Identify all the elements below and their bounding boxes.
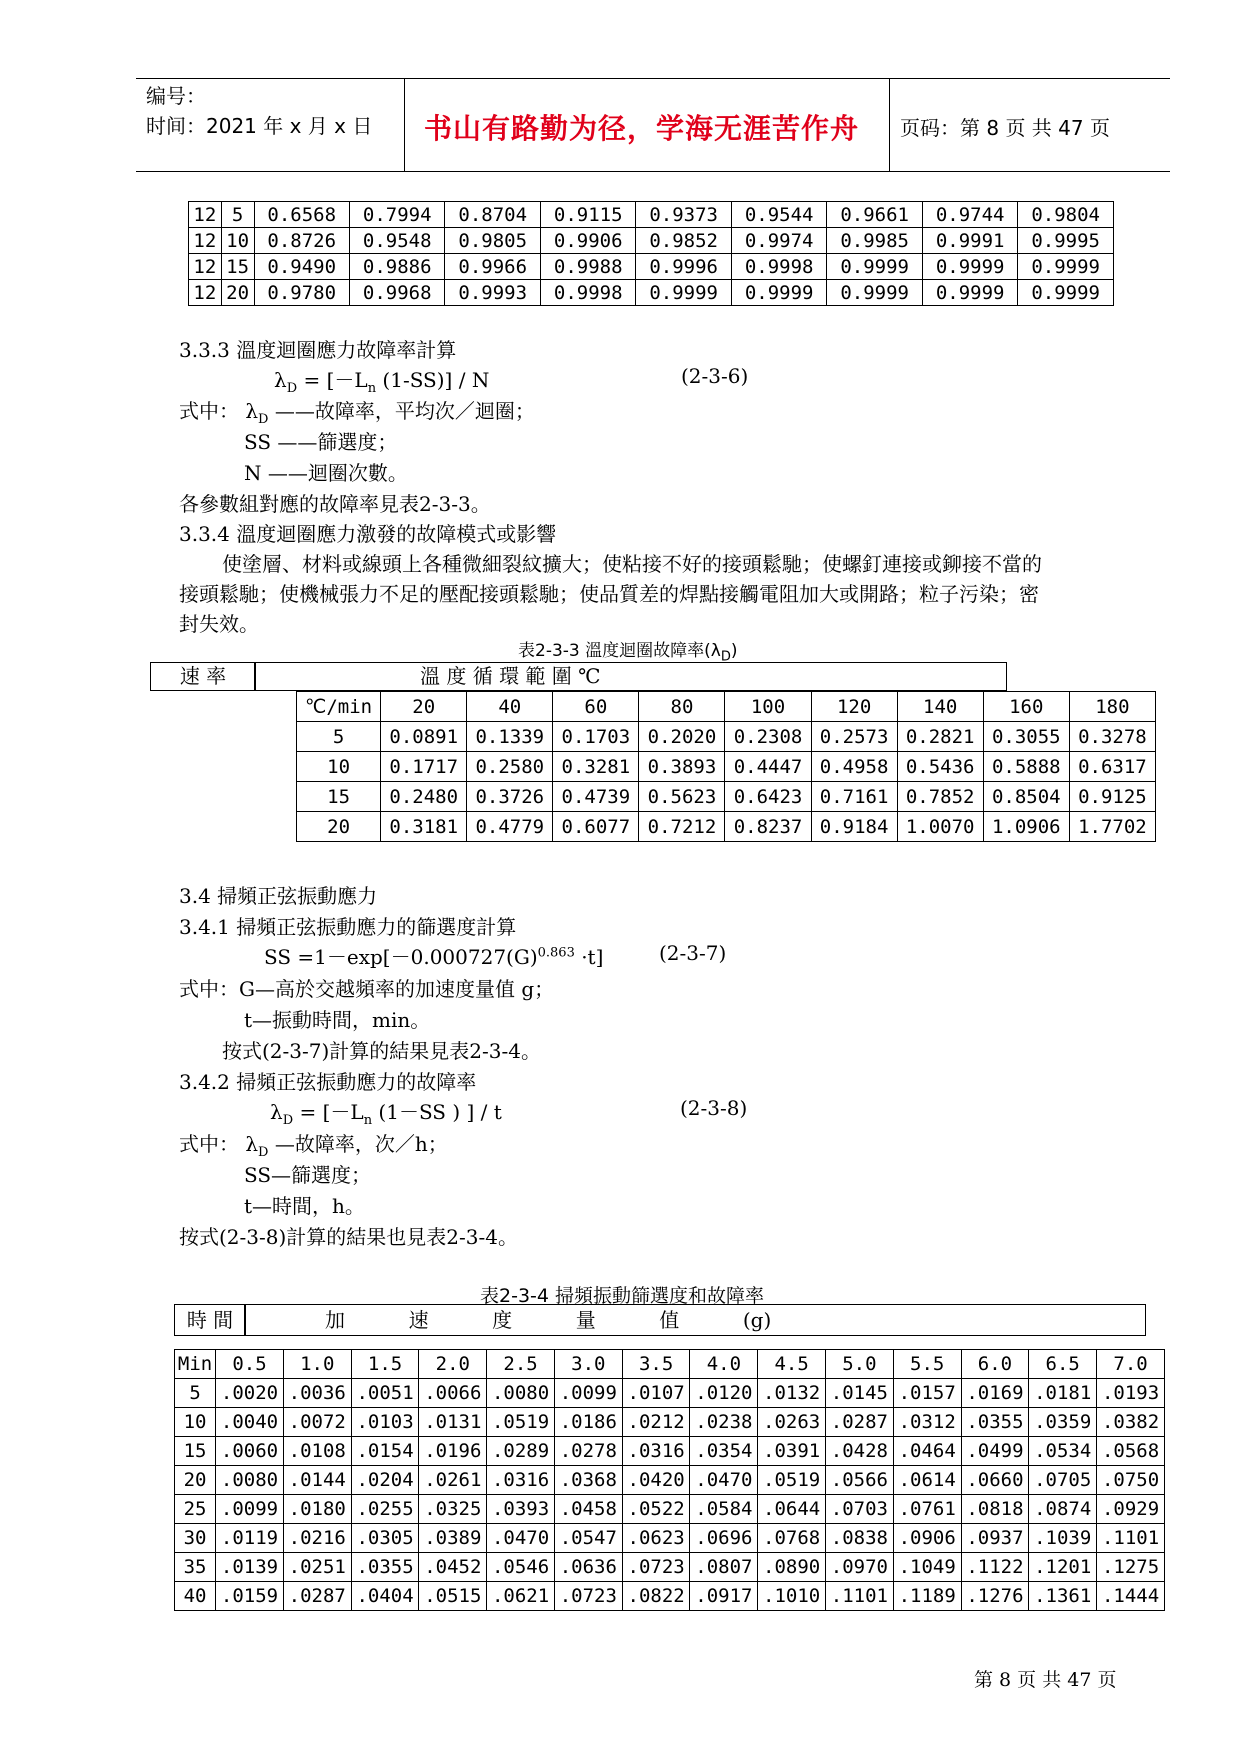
table-cell: .0723: [622, 1553, 690, 1582]
table-cell: .0263: [758, 1408, 826, 1437]
table-cell: .0566: [826, 1466, 894, 1495]
table-cell: 0.9968: [349, 280, 444, 306]
table-cell: 0.2480: [381, 782, 467, 812]
table-cell: 20: [175, 1466, 216, 1495]
table-cell: .0072: [283, 1408, 351, 1437]
table-cell: 140: [897, 692, 983, 722]
table-cell: 0.9966: [445, 254, 540, 280]
table-cell: 2.0: [419, 1350, 487, 1379]
table-cell: 0.9999: [636, 280, 731, 306]
table-cell: .0644: [758, 1495, 826, 1524]
table-cell: 25: [175, 1495, 216, 1524]
table-cell: 10: [175, 1408, 216, 1437]
table-cell: .0355: [351, 1553, 419, 1582]
table-cell: 60: [553, 692, 639, 722]
table-cell: .0316: [622, 1437, 690, 1466]
table-cell: .0305: [351, 1524, 419, 1553]
where-lambda-d: 式中： $\lambda_D$ ——故障率，平均次／迴圈；: [179, 399, 535, 427]
table-cell: .0404: [351, 1582, 419, 1611]
table-cell: .0186: [554, 1408, 622, 1437]
formula-2-3-6: $\lambda_D = [-L_n$ (1-SS)] / N: [274, 368, 490, 396]
table-cell: 0.5623: [639, 782, 725, 812]
table-row: [297, 752, 1156, 782]
table-cell: 0.9780: [254, 280, 349, 306]
table-cell: .1049: [893, 1553, 961, 1582]
table-cell: .1010: [758, 1582, 826, 1611]
table-cell: ℃/min: [297, 692, 381, 722]
table-cell: .0107: [622, 1379, 690, 1408]
table-cell: 0.1717: [381, 752, 467, 782]
table-cell: .0546: [487, 1553, 555, 1582]
table-cell: .1101: [826, 1582, 894, 1611]
table-cell: .0216: [283, 1524, 351, 1553]
temperature-cycle-failure-rate-table: [296, 691, 1156, 842]
acceleration-header-cell: [244, 1304, 1146, 1336]
table-cell: .0316: [487, 1466, 555, 1495]
table-cell: 0.9999: [922, 280, 1017, 306]
table-cell: .0287: [826, 1408, 894, 1437]
table-cell: 7.0: [1097, 1350, 1165, 1379]
table-cell: .0391: [758, 1437, 826, 1466]
table-cell: .0621: [487, 1582, 555, 1611]
table-cell: .0312: [893, 1408, 961, 1437]
table-cell: 5: [221, 202, 254, 228]
sweep-vibration-screening-table: [174, 1349, 1165, 1611]
table-row: [175, 1553, 1165, 1582]
table-cell: 12: [189, 254, 222, 280]
table-cell: 180: [1069, 692, 1155, 722]
table-cell: .0145: [826, 1379, 894, 1408]
table-2-3-3-caption: 表2-3-3 溫度迴圈故障率$(\lambda_D)$: [518, 641, 738, 665]
acceleration-label: 加 速 度 量 值 (g): [325, 1308, 772, 1332]
table-cell: 1.7702: [1069, 812, 1155, 842]
table-cell: 4.0: [690, 1350, 758, 1379]
table-cell: 0.4447: [725, 752, 811, 782]
table-row: [297, 782, 1156, 812]
table-cell: 12: [189, 228, 222, 254]
table-cell: 0.9744: [922, 202, 1017, 228]
table-cell: .0278: [554, 1437, 622, 1466]
table-cell: 10: [297, 752, 381, 782]
where-ss: SS ——篩選度；: [244, 430, 398, 454]
table-cell: .0470: [690, 1466, 758, 1495]
table-cell: 4.5: [758, 1350, 826, 1379]
table-cell: .0080: [487, 1379, 555, 1408]
table-cell: 0.6077: [553, 812, 639, 842]
table-cell: .0519: [487, 1408, 555, 1437]
table-cell: 0.9373: [636, 202, 731, 228]
table-cell: 0.8726: [254, 228, 349, 254]
table-cell: 0.2573: [811, 722, 897, 752]
table-cell: .0458: [554, 1495, 622, 1524]
table-cell: .0890: [758, 1553, 826, 1582]
table-cell: .0818: [961, 1495, 1029, 1524]
table-cell: 12: [189, 202, 222, 228]
table-cell: 0.8504: [983, 782, 1069, 812]
table-cell: 120: [811, 692, 897, 722]
table-cell: .0519: [758, 1466, 826, 1495]
table-cell: 80: [639, 692, 725, 722]
table-cell: .0703: [826, 1495, 894, 1524]
table-cell: 0.3181: [381, 812, 467, 842]
table-cell: .0705: [1029, 1466, 1097, 1495]
table-cell: .0289: [487, 1437, 555, 1466]
table-2-3-4-caption: 表2-3-4 掃頻振動篩選度和故障率: [480, 1285, 765, 1307]
table-cell: 0.9993: [445, 280, 540, 306]
table-row: [175, 1582, 1165, 1611]
rate-header-cell: [150, 662, 256, 691]
table-cell: .0970: [826, 1553, 894, 1582]
table-cell: 0.9886: [349, 254, 444, 280]
table-cell: 0.9999: [1018, 280, 1114, 306]
formula-2-3-7-number: (2-3-7): [659, 941, 727, 965]
time-label: 時 間: [186, 1308, 234, 1332]
table-row: [175, 1379, 1165, 1408]
table-cell: .0261: [419, 1466, 487, 1495]
page-footer: 第 8 页 共 47 页: [974, 1669, 1117, 1691]
table-cell: .0108: [283, 1437, 351, 1466]
table-cell: .0660: [961, 1466, 1029, 1495]
paragraph-line-2: 接頭鬆馳；使機械張力不足的壓配接頭鬆馳；使品質差的焊點接觸電阻加大或開路；粒子污染；密: [179, 582, 1039, 606]
table-cell: 0.7212: [639, 812, 725, 842]
table-cell: 0.5436: [897, 752, 983, 782]
formula-2-3-8-number: (2-3-8): [680, 1096, 748, 1120]
table-cell: .0119: [216, 1524, 284, 1553]
table-cell: 0.2020: [639, 722, 725, 752]
table-cell: 0.6568: [254, 202, 349, 228]
table-cell: .0534: [1029, 1437, 1097, 1466]
where-t-min: t—振動時間，min。: [244, 1008, 431, 1032]
table-cell: 0.7994: [349, 202, 444, 228]
table-cell: 15: [221, 254, 254, 280]
table-cell: .0838: [826, 1524, 894, 1553]
section-334-heading: 3.3.4 溫度迴圈應力激發的故障模式或影響: [179, 522, 557, 546]
table-cell: .1101: [1097, 1524, 1165, 1553]
table-cell: .0696: [690, 1524, 758, 1553]
table-cell: .0251: [283, 1553, 351, 1582]
table-row: [175, 1408, 1165, 1437]
table-cell: .0131: [419, 1408, 487, 1437]
table-cell: .0120: [690, 1379, 758, 1408]
where-g: 式中：G—高於交越頻率的加速度量值 g；: [179, 977, 555, 1001]
table-reference-2-3-3: 各參數組對應的故障率見表2-3-3。: [179, 492, 491, 516]
table-cell: .0099: [216, 1495, 284, 1524]
table-cell: 35: [175, 1553, 216, 1582]
table-cell: 1.0070: [897, 812, 983, 842]
table-cell: .0822: [622, 1582, 690, 1611]
header-top-rule: [136, 78, 1170, 79]
table-cell: .0354: [690, 1437, 758, 1466]
paragraph-line-3: 封失效。: [179, 612, 259, 636]
table-row: [189, 228, 1114, 254]
table-cell: 0.9999: [827, 280, 922, 306]
table-cell: .0906: [893, 1524, 961, 1553]
table-cell: .1275: [1097, 1553, 1165, 1582]
table-cell: .0196: [419, 1437, 487, 1466]
table-cell: 0.5888: [983, 752, 1069, 782]
table-cell: 0.4779: [467, 812, 553, 842]
table-cell: .0159: [216, 1582, 284, 1611]
table-cell: 5: [297, 722, 381, 752]
table-cell: .0368: [554, 1466, 622, 1495]
table-cell: 1.0: [283, 1350, 351, 1379]
table-header-row: [175, 1350, 1165, 1379]
table-cell: 0.2580: [467, 752, 553, 782]
table-cell: 160: [983, 692, 1069, 722]
table-cell: 2.5: [487, 1350, 555, 1379]
table-cell: 0.9988: [540, 254, 635, 280]
table-cell: 0.9999: [827, 254, 922, 280]
where-t-h: t—時間，h。: [244, 1194, 365, 1218]
table-cell: .0238: [690, 1408, 758, 1437]
table-cell: 20: [381, 692, 467, 722]
table-cell: 0.4739: [553, 782, 639, 812]
table-cell: .0636: [554, 1553, 622, 1582]
table-cell: 12: [189, 280, 222, 306]
table-cell: .0287: [283, 1582, 351, 1611]
page-info: 页码：第 8 页 共 47 页: [900, 116, 1110, 140]
table-row: [297, 722, 1156, 752]
table-cell: .0255: [351, 1495, 419, 1524]
header-bottom-rule: [136, 171, 1170, 172]
table-cell: .0723: [554, 1582, 622, 1611]
motto-title: 书山有路勤为径，学海无涯苦作舟: [424, 112, 860, 145]
table-cell: 0.9996: [636, 254, 731, 280]
table-cell: 0.9115: [540, 202, 635, 228]
time-header-cell: [174, 1304, 246, 1336]
section-342-heading: 3.4.2 掃頻正弦振動應力的故障率: [179, 1070, 477, 1094]
table-cell: .0020: [216, 1379, 284, 1408]
table-cell: .0355: [961, 1408, 1029, 1437]
table-cell: 15: [297, 782, 381, 812]
table-cell: 0.9184: [811, 812, 897, 842]
table-cell: .0169: [961, 1379, 1029, 1408]
table-cell: 5.0: [826, 1350, 894, 1379]
table-cell: .0157: [893, 1379, 961, 1408]
table-cell: .0623: [622, 1524, 690, 1553]
table-cell: .0204: [351, 1466, 419, 1495]
table-cell: 0.9548: [349, 228, 444, 254]
table-cell: 0.2821: [897, 722, 983, 752]
table-cell: 0.9805: [445, 228, 540, 254]
table-cell: .0547: [554, 1524, 622, 1553]
table-cell: .1276: [961, 1582, 1029, 1611]
table-cell: 100: [725, 692, 811, 722]
table-cell: 0.3278: [1069, 722, 1155, 752]
table-row: [189, 202, 1114, 228]
table-row: [189, 254, 1114, 280]
table-cell: .0420: [622, 1466, 690, 1495]
table-cell: 6.5: [1029, 1350, 1097, 1379]
table-cell: .0193: [1097, 1379, 1165, 1408]
table-cell: .0325: [419, 1495, 487, 1524]
table-cell: 5.5: [893, 1350, 961, 1379]
table-cell: .0359: [1029, 1408, 1097, 1437]
table-cell: 0.9998: [731, 254, 826, 280]
table-cell: .0181: [1029, 1379, 1097, 1408]
table-cell: .1122: [961, 1553, 1029, 1582]
table-cell: .0382: [1097, 1408, 1165, 1437]
table-cell: 0.9985: [827, 228, 922, 254]
table-cell: 0.6423: [725, 782, 811, 812]
table-cell: Min: [175, 1350, 216, 1379]
table-cell: .1189: [893, 1582, 961, 1611]
table-cell: 0.3893: [639, 752, 725, 782]
table-cell: .0066: [419, 1379, 487, 1408]
table-cell: 0.9999: [731, 280, 826, 306]
table-cell: 0.7852: [897, 782, 983, 812]
formula-2-3-8: $\lambda_D = [-L_n$ (1－SS ) ] / t: [270, 1100, 502, 1128]
table-cell: 40: [467, 692, 553, 722]
table-cell: 1.5: [351, 1350, 419, 1379]
screening-table-continued: [188, 201, 1114, 306]
table-cell: 0.9661: [827, 202, 922, 228]
table-cell: 0.9991: [922, 228, 1017, 254]
table-cell: 0.2308: [725, 722, 811, 752]
table-cell: .0470: [487, 1524, 555, 1553]
table-cell: 15: [175, 1437, 216, 1466]
table-cell: .0750: [1097, 1466, 1165, 1495]
table-cell: .0452: [419, 1553, 487, 1582]
table-cell: 0.9906: [540, 228, 635, 254]
table-cell: .0937: [961, 1524, 1029, 1553]
where-n: N ——迴圈次數。: [244, 461, 408, 485]
table-cell: .0393: [487, 1495, 555, 1524]
table-cell: 0.4958: [811, 752, 897, 782]
table-cell: .0139: [216, 1553, 284, 1582]
table-cell: .0515: [419, 1582, 487, 1611]
formula-2-3-6-number: (2-3-6): [681, 364, 749, 388]
table-cell: .1361: [1029, 1582, 1097, 1611]
table-cell: .0929: [1097, 1495, 1165, 1524]
table-cell: .0874: [1029, 1495, 1097, 1524]
table-cell: .0568: [1097, 1437, 1165, 1466]
table-cell: .0761: [893, 1495, 961, 1524]
table-cell: 0.1703: [553, 722, 639, 752]
table-cell: .0389: [419, 1524, 487, 1553]
serial-label: 编号：: [146, 84, 206, 108]
table-row: [175, 1466, 1165, 1495]
table-cell: 0.9804: [1018, 202, 1114, 228]
table-cell: 0.9999: [1018, 254, 1114, 280]
table-cell: 3.5: [622, 1350, 690, 1379]
table-cell: .0103: [351, 1408, 419, 1437]
temperature-range-label: 溫 度 循 環 範 圍 ℃: [420, 664, 601, 688]
table-cell: .0499: [961, 1437, 1029, 1466]
table-cell: 5: [175, 1379, 216, 1408]
table-cell: 0.9998: [540, 280, 635, 306]
table-row: [297, 812, 1156, 842]
table-row: [175, 1524, 1165, 1553]
temperature-range-header-cell: [254, 662, 1007, 691]
table-cell: .0807: [690, 1553, 758, 1582]
table-cell: 3.0: [554, 1350, 622, 1379]
table-cell: .0080: [216, 1466, 284, 1495]
table-cell: .1444: [1097, 1582, 1165, 1611]
table-cell: .0614: [893, 1466, 961, 1495]
table-cell: .0144: [283, 1466, 351, 1495]
table-cell: .0040: [216, 1408, 284, 1437]
table-cell: .0132: [758, 1379, 826, 1408]
table-cell: .1201: [1029, 1553, 1097, 1582]
header-divider-left: [404, 78, 405, 171]
table-row: [175, 1437, 1165, 1466]
table-cell: 20: [297, 812, 381, 842]
table-cell: .0917: [690, 1582, 758, 1611]
header-divider-right: [889, 78, 890, 171]
table-reference-2-3-4-b: 按式(2-3-8)計算的結果也見表2-3-4。: [179, 1225, 518, 1249]
table-cell: 0.9852: [636, 228, 731, 254]
table-cell: 30: [175, 1524, 216, 1553]
table-reference-2-3-4-a: 按式(2-3-7)計算的結果見表2-3-4。: [222, 1039, 541, 1063]
table-cell: 0.3281: [553, 752, 639, 782]
table-cell: 40: [175, 1582, 216, 1611]
table-cell: 10: [221, 228, 254, 254]
where-lambda-d-h: 式中： $\lambda_D$ —故障率，次／h；: [179, 1132, 448, 1160]
table-cell: 0.8704: [445, 202, 540, 228]
table-cell: .0768: [758, 1524, 826, 1553]
rate-label: 速 率: [179, 664, 227, 688]
table-cell: .0051: [351, 1379, 419, 1408]
table-cell: 0.9125: [1069, 782, 1155, 812]
table-cell: 0.9974: [731, 228, 826, 254]
table-cell: 0.0891: [381, 722, 467, 752]
table-cell: .0060: [216, 1437, 284, 1466]
table-cell: 0.7161: [811, 782, 897, 812]
where-ss-2: SS—篩選度；: [244, 1163, 372, 1187]
section-333-heading: 3.3.3 溫度迴圈應力故障率計算: [179, 338, 457, 362]
table-cell: .0154: [351, 1437, 419, 1466]
table-cell: .0036: [283, 1379, 351, 1408]
table-row: [189, 280, 1114, 306]
table-row: [175, 1495, 1165, 1524]
table-cell: .0212: [622, 1408, 690, 1437]
table-cell: .0464: [893, 1437, 961, 1466]
table-cell: 0.9995: [1018, 228, 1114, 254]
table-cell: .1039: [1029, 1524, 1097, 1553]
table-cell: 20: [221, 280, 254, 306]
table-cell: .0584: [690, 1495, 758, 1524]
table-cell: .0428: [826, 1437, 894, 1466]
table-cell: 0.3055: [983, 722, 1069, 752]
table-cell: .0522: [622, 1495, 690, 1524]
table-cell: 0.1339: [467, 722, 553, 752]
table-cell: 0.5: [216, 1350, 284, 1379]
table-cell: 0.3726: [467, 782, 553, 812]
table-cell: 6.0: [961, 1350, 1029, 1379]
paragraph-line-1: 使塗層、材料或線頭上各種微細裂紋擴大；使粘接不好的接頭鬆馳；使螺釘連接或鉚接不當的: [222, 552, 1042, 576]
section-34-heading: 3.4 掃頻正弦振動應力: [179, 884, 378, 908]
table-cell: 0.6317: [1069, 752, 1155, 782]
section-341-heading: 3.4.1 掃頻正弦振動應力的篩選度計算: [179, 915, 517, 939]
formula-2-3-7: SS $=1-\exp[-0.000727(G)^{0.863} \cdot t]$: [264, 945, 604, 969]
table-header-row: [297, 692, 1156, 722]
table-cell: 0.9544: [731, 202, 826, 228]
table-cell: 1.0906: [983, 812, 1069, 842]
table-cell: .0099: [554, 1379, 622, 1408]
time-label: 时间：2021 年 x 月 x 日: [146, 114, 373, 138]
table-cell: 0.9490: [254, 254, 349, 280]
table-cell: 0.9999: [922, 254, 1017, 280]
table-cell: 0.8237: [725, 812, 811, 842]
table-cell: .0180: [283, 1495, 351, 1524]
